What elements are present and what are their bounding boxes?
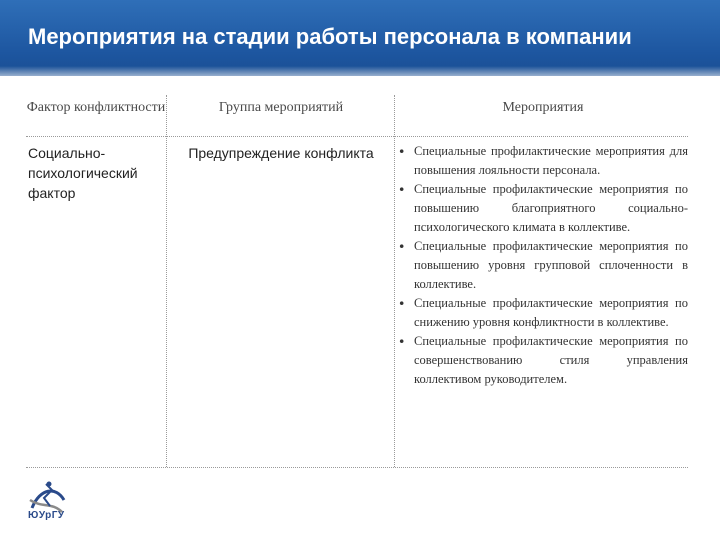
header-measures: Мероприятия	[502, 100, 584, 115]
measures-list	[398, 142, 688, 389]
header-group: Группа мероприятий	[218, 100, 344, 115]
bullet-icon: •	[398, 239, 406, 254]
bullet-icon: •	[398, 334, 406, 349]
bullet-icon: •	[398, 296, 406, 311]
cell-factor: Социально-психологический фактор	[28, 145, 138, 201]
list-item: • Специальные профилактические мероприятия по повышению уровня групповой сплоченности в коллективе.	[398, 239, 688, 291]
list-item: • Специальные профилактические мероприятия по снижению уровня конфликтности в коллективе.	[398, 296, 688, 329]
slide-header	[0, 0, 720, 76]
bullet-icon: •	[398, 144, 406, 159]
slide-title: Мероприятия на стадии работы персонала в компании	[28, 24, 632, 49]
table-bottom-border	[26, 467, 688, 468]
list-item: • Специальные профилактические мероприятия для повышения лояльности персонала.	[398, 144, 688, 177]
measures-table	[26, 95, 688, 467]
list-item: • Специальные профилактические мероприятия по совершенствованию стиля управления коллективом руководителем.	[398, 334, 688, 386]
header-factor: Фактор конфликтности	[26, 100, 166, 115]
column-divider	[394, 95, 395, 467]
cell-group: Предупреждение конфликта	[188, 145, 374, 161]
university-emblem-icon	[22, 478, 72, 532]
bullet-icon: •	[398, 182, 406, 197]
logo-text: ЮУрГУ	[28, 510, 65, 521]
list-item: • Специальные профилактические мероприятия по повышению благоприятного социально-психологического климата в коллективе.	[398, 182, 688, 234]
column-divider	[166, 95, 167, 467]
header-divider	[26, 136, 688, 137]
